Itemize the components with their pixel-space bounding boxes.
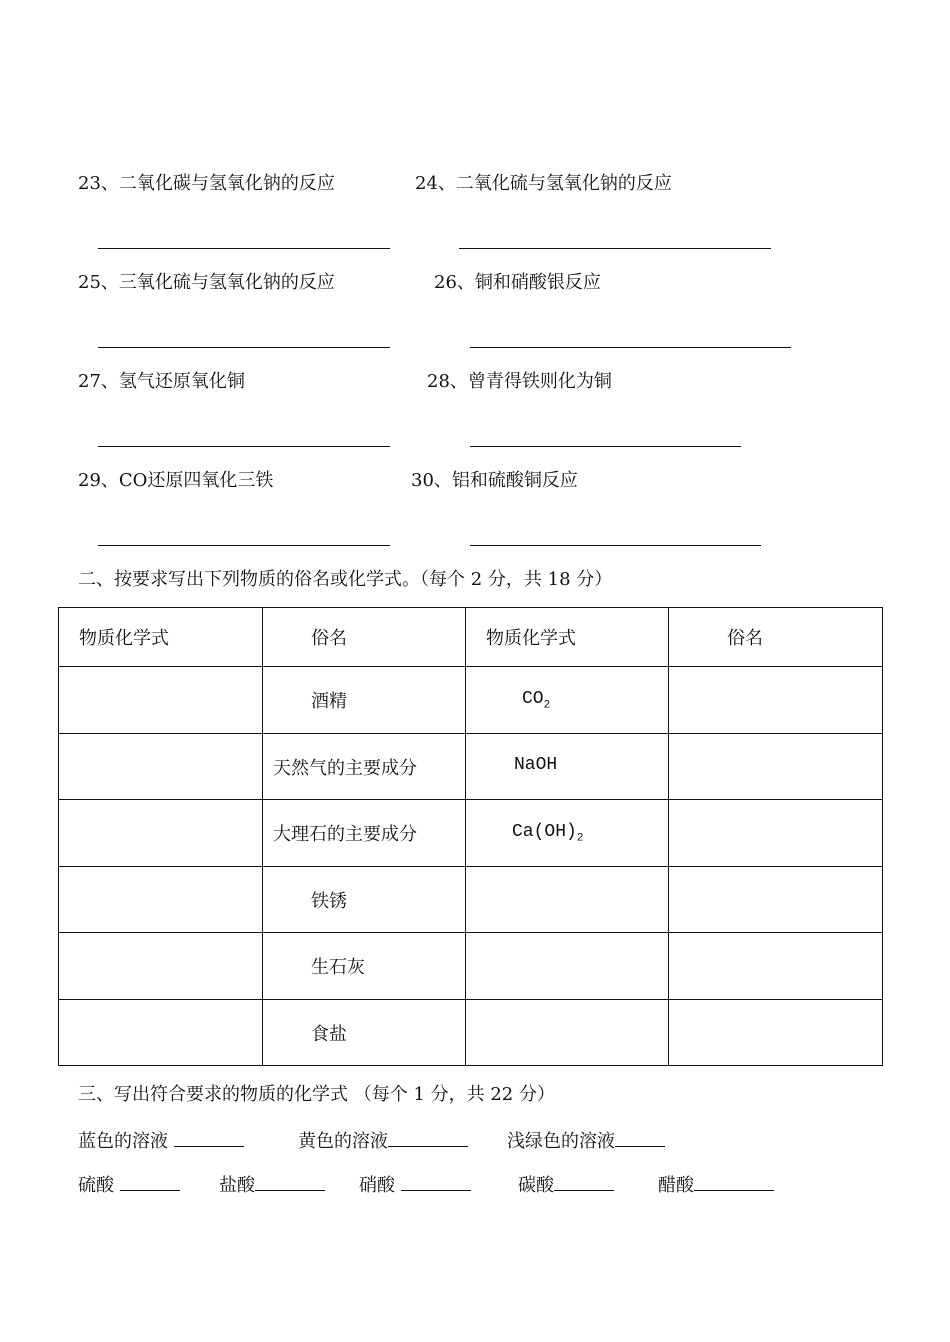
formula-cell[interactable]: [59, 800, 263, 867]
fill-blank[interactable]: [174, 1130, 244, 1147]
formula-cell[interactable]: [59, 933, 263, 1000]
question-24: 24、二氧化硫与氢氧化钠的反应: [415, 173, 672, 194]
fill-label: 浅绿色的溶液: [507, 1131, 615, 1152]
answer-line-25[interactable]: [98, 347, 390, 348]
formula-text: CO: [522, 688, 544, 709]
question-28: 28、曾青得铁则化为铜: [427, 371, 612, 392]
fill-item: [219, 1174, 325, 1195]
fill-label: 碳酸: [518, 1175, 554, 1196]
common-name-cell[interactable]: [669, 800, 883, 867]
answer-line-27[interactable]: [98, 446, 390, 447]
formula-subscript: 2: [543, 699, 551, 712]
common-name-cell[interactable]: [669, 933, 883, 1000]
common-name-cell[interactable]: [669, 734, 883, 800]
fill-blank[interactable]: [120, 1174, 180, 1191]
formula-cell[interactable]: [59, 734, 263, 800]
header-formula-1: 物质化学式: [59, 608, 263, 667]
fill-label: 醋酸: [658, 1175, 694, 1196]
fill-item: [518, 1174, 614, 1195]
formula-cell: [466, 734, 669, 800]
names-formulas-table: [58, 607, 883, 1066]
fill-blank[interactable]: [401, 1174, 471, 1191]
header-formula-2: 物质化学式: [466, 608, 669, 667]
fill-item: [78, 1174, 180, 1195]
question-30: 30、铝和硫酸铜反应: [411, 470, 578, 491]
header-name-1: 俗名: [263, 608, 466, 667]
fill-item: [78, 1130, 244, 1151]
common-name-cell: 铁锈: [263, 867, 466, 933]
answer-line-30[interactable]: [470, 545, 761, 546]
answer-line-26[interactable]: [470, 347, 791, 348]
common-name-cell: 天然气的主要成分: [263, 734, 466, 800]
common-name-cell: 生石灰: [263, 933, 466, 1000]
common-name-cell[interactable]: [669, 1000, 883, 1066]
common-name-cell[interactable]: [669, 667, 883, 734]
fill-blank[interactable]: [554, 1174, 614, 1191]
formula-cell: [466, 800, 669, 867]
common-name-cell: 酒精: [263, 667, 466, 734]
fill-label: 蓝色的溶液: [78, 1131, 168, 1152]
common-name-cell: 大理石的主要成分: [263, 800, 466, 867]
formula-cell[interactable]: [59, 1000, 263, 1066]
formula-cell[interactable]: [59, 667, 263, 734]
formula-cell: [466, 667, 669, 734]
table-row: [59, 867, 883, 933]
fill-item: [658, 1174, 774, 1195]
formula-cell[interactable]: [466, 1000, 669, 1066]
fill-item: [298, 1130, 468, 1151]
question-26: 26、铜和硝酸银反应: [434, 272, 601, 293]
table-row: [59, 800, 883, 867]
table-row: [59, 667, 883, 734]
table-header-row: [59, 608, 883, 667]
section-3-heading: 三、写出符合要求的物质的化学式 （每个 1 分，共 22 分）: [78, 1084, 555, 1105]
common-name-cell: 食盐: [263, 1000, 466, 1066]
question-25: 25、三氧化硫与氢氧化钠的反应: [78, 272, 335, 293]
formula-cell[interactable]: [59, 867, 263, 933]
common-name-cell[interactable]: [669, 867, 883, 933]
header-name-2: 俗名: [669, 608, 883, 667]
fill-label: 硝酸: [359, 1175, 395, 1196]
answer-line-23[interactable]: [98, 248, 390, 249]
formula-subscript: 2: [576, 832, 584, 845]
fill-label: 黄色的溶液: [298, 1131, 388, 1152]
fill-blank[interactable]: [388, 1130, 468, 1147]
answer-line-24[interactable]: [459, 248, 771, 249]
answer-line-29[interactable]: [98, 545, 390, 546]
fill-item: [507, 1130, 665, 1151]
fill-blank[interactable]: [694, 1174, 774, 1191]
fill-label: 硫酸: [78, 1175, 114, 1196]
answer-line-28[interactable]: [470, 446, 741, 447]
table-row: [59, 1000, 883, 1066]
fill-blank[interactable]: [255, 1174, 325, 1191]
question-23: 23、二氧化碳与氢氧化钠的反应: [78, 173, 335, 194]
fill-label: 盐酸: [219, 1175, 255, 1196]
fill-blank[interactable]: [615, 1130, 665, 1147]
question-29: 29、CO还原四氧化三铁: [78, 470, 274, 491]
section-2-heading: 二、按要求写出下列物质的俗名或化学式。（每个 2 分，共 18 分）: [78, 569, 613, 590]
formula-text: NaOH: [514, 755, 558, 776]
question-27: 27、氢气还原氧化铜: [78, 371, 245, 392]
formula-text: Ca(OH): [512, 821, 577, 842]
formula-cell[interactable]: [466, 933, 669, 1000]
table-row: [59, 734, 883, 800]
table-row: [59, 933, 883, 1000]
formula-cell[interactable]: [466, 867, 669, 933]
fill-item: [359, 1174, 471, 1195]
